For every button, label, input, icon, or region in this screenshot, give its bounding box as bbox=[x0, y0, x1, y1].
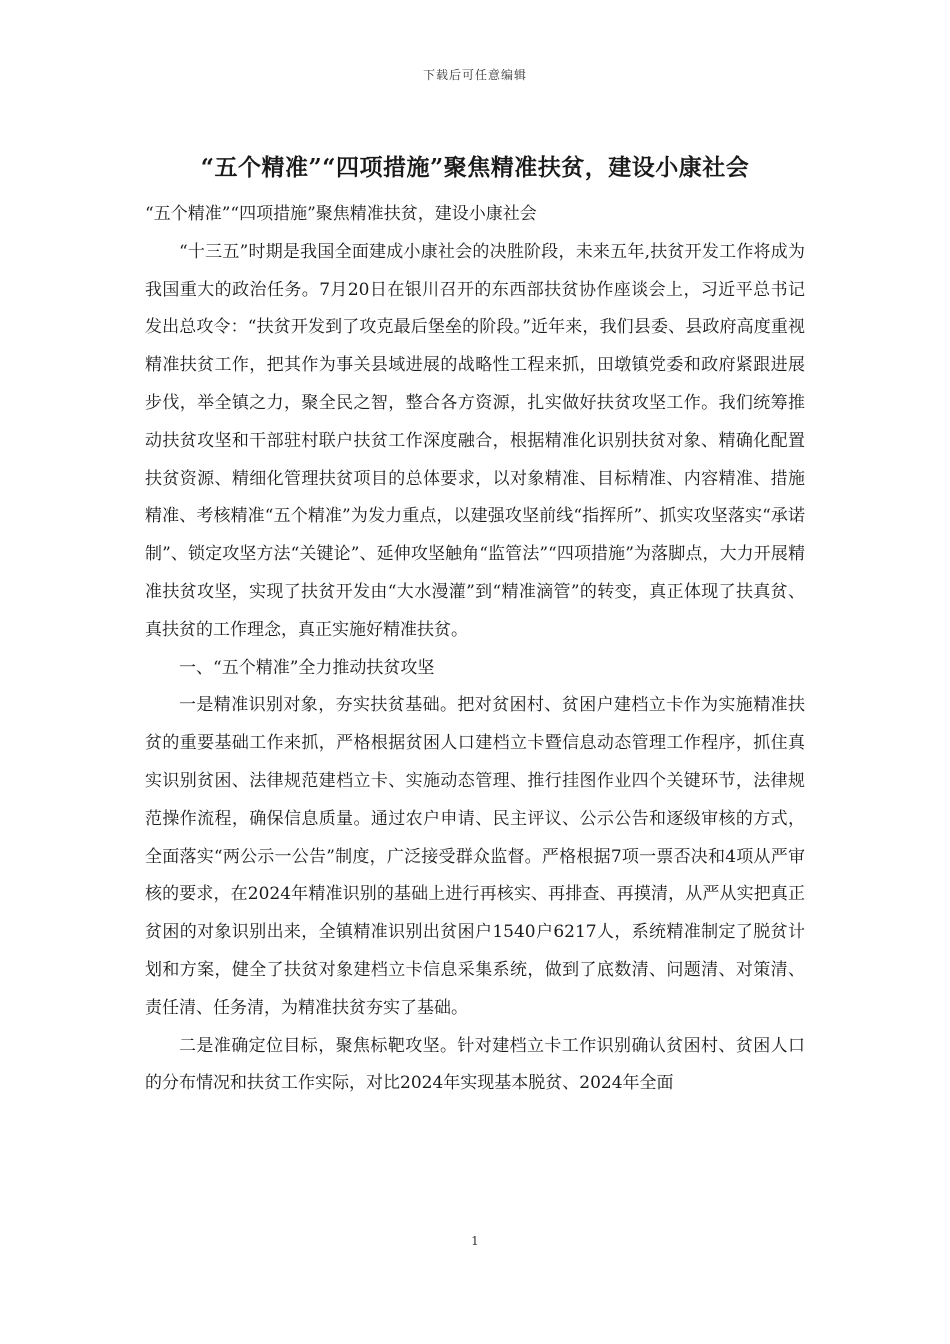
paragraph-precise-identification: 一是精准识别对象，夯实扶贫基础。把对贫困村、贫困户建档立卡作为实施精准扶贫的重要基础工作来抓，严格根据贫困人口建档立卡暨信息动态管理工作程序，抓住真实识别贫困、法律规范建档立卡、实施动态管理、推行挂图作业四个关键环节，法律规范操作流程，确保信息质量。通过农户申请、民主评议、公示公告和逐级审核的方式，全面落实“两公示一公告”制度，广泛接受群众监督。严格根据7项一票否决和4项从严审核的要求，在2024年精准识别的基础上进行再核实、再排查、再摸清，从严从实把真正贫困的对象识别出来，全镇精准识别出贫困户1540户6217人，系统精准制定了脱贫计划和方案，健全了扶贫对象建档立卡信息采集系统，做到了底数清、问题清、对策清、责任清、任务清，为精准扶贫夯实了基础。 bbox=[145, 695, 805, 1018]
section-heading: 一、“五个精准”全力推动扶贫攻坚 bbox=[179, 657, 435, 678]
page-number: 1 bbox=[471, 1234, 479, 1248]
header-note: 下载后可任意编辑 bbox=[422, 68, 527, 82]
paragraph-target-positioning: 二是准确定位目标，聚焦标靶攻坚。针对建档立卡工作识别确认贫困村、贫困人口的分布情况和扶贫工作实际，对比2024年实现基本脱贫、2024年全面 bbox=[145, 1035, 805, 1094]
document-body bbox=[145, 196, 805, 1103]
document-title: “五个精准”“四项措施”聚焦精准扶贫，建设小康社会 bbox=[200, 154, 750, 181]
paragraph-intro: “十三五”时期是我国全面建成小康社会的决胜阶段，未来五年,扶贫开发工作将成为我国重大的政治任务。7月20日在银川召开的东西部扶贫协作座谈会上，习近平总书记发出总攻令：“扶贫开发到了攻克最后堡垒的阶段。”近年来，我们县委、县政府高度重视精准扶贫工作，把其作为事关县域进展的战略性工程来抓，田墩镇党委和政府紧跟进展步伐，举全镇之力，聚全民之智，整合各方资源，扎实做好扶贫攻坚工作。我们统筹推动扶贫攻坚和干部驻村联户扶贫工作深度融合，根据精准化识别扶贫对象、精确化配置扶贫资源、精细化管理扶贫项目的总体要求，以对象精准、目标精准、内容精准、措施精准、考核精准“五个精准”为发力重点，以建强攻坚前线“指挥所”、抓实攻坚落实“承诺制”、锁定攻坚方法“关键论”、延伸攻坚触角“监管法”“四项措施”为落脚点，大力开展精准扶贫攻坚，实现了扶贫开发由“大水漫灌”到“精准滴管”的转变，真正体现了扶真贫、真扶贫的工作理念，真正实施好精准扶贫。 bbox=[145, 241, 805, 640]
document-subtitle: “五个精准”“四项措施”聚焦精准扶贫，建设小康社会 bbox=[145, 204, 537, 224]
